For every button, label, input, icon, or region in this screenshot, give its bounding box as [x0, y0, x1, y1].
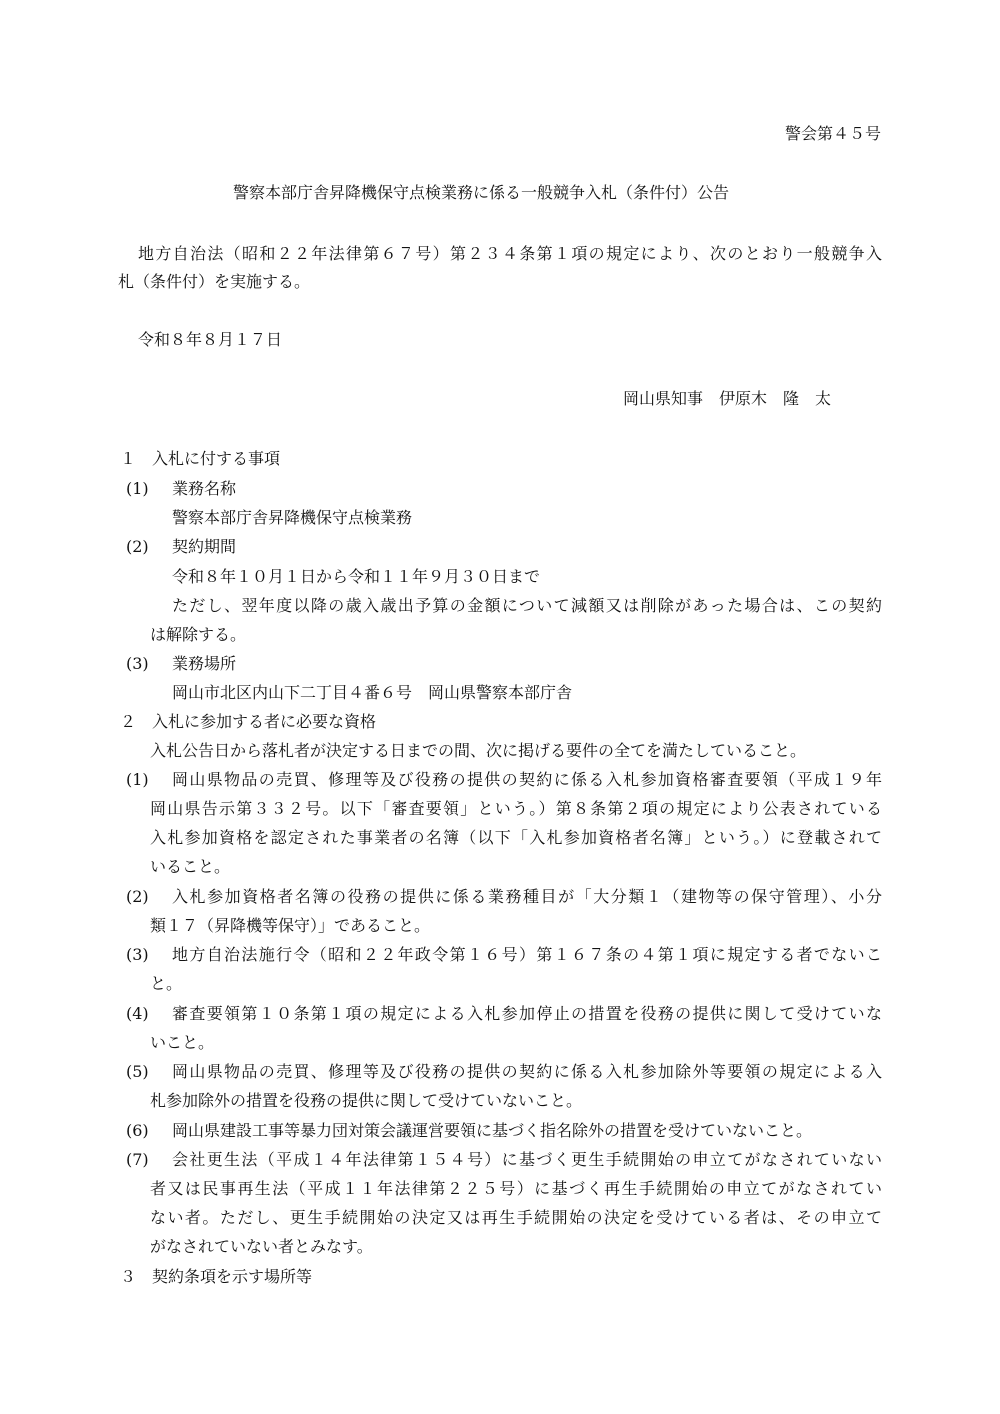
item-label: 業務名称 [172, 479, 237, 498]
item-text: 岡山県物品の売買、修理等及び役務の提供の契約に係る入札参加資格審査要領（平成１９年 [172, 770, 882, 789]
item-text: ただし、翌年度以降の歳入歳出予算の金額について減額又は削除があった場合は、この契約 [172, 596, 882, 615]
item-number: (5) [126, 1062, 149, 1081]
notice-number: 警会第４５号 [784, 124, 881, 143]
section-1-heading: １ 入札に付する事項 [120, 449, 281, 468]
intro-line-2: 札（条件付）を実施する。 [118, 272, 311, 291]
item-number: (4) [126, 1004, 149, 1023]
item-text: 者又は民事再生法（平成１１年法律第２２５号）に基づく再生手続開始の申立てがなされてい [150, 1179, 882, 1198]
item-text: いること。 [150, 857, 231, 876]
item-text: 岡山県物品の売買、修理等及び役務の提供の契約に係る入札参加除外等要領の規定による入 [172, 1062, 882, 1081]
intro-line-1: 地方自治法（昭和２２年法律第６７号）第２３４条第１項の規定により、次のとおり一般競争入 [138, 244, 882, 263]
signature: 岡山県知事 伊原木 隆 太 [623, 389, 832, 408]
item-text: 類１７（昇降機等保守）」であること。 [150, 916, 431, 935]
item-text: 警察本部庁舎昇降機保守点検業務 [172, 508, 413, 527]
item-text: いこと。 [150, 1033, 215, 1052]
item-number: (1) [126, 770, 149, 789]
item-number: (6) [126, 1121, 149, 1140]
item-text: 札参加除外の措置を役務の提供に関して受けていないこと。 [150, 1091, 583, 1110]
item-number: (3) [126, 945, 149, 964]
section-3-heading: ３ 契約条項を示す場所等 [120, 1267, 313, 1286]
section-2-heading: ２ 入札に参加する者に必要な資格 [120, 712, 377, 731]
item-text: と。 [150, 974, 183, 993]
item-number: (2) [126, 537, 149, 556]
item-text: は解除する。 [150, 625, 247, 644]
item-text: ない者。ただし、更生手続開始の決定又は再生手続開始の決定を受けている者は、その申立て [150, 1208, 882, 1227]
item-text: 入札参加資格者名簿の役務の提供に係る業務種目が「大分類１（建物等の保守管理）、小分 [172, 887, 882, 906]
item-number: (7) [126, 1150, 149, 1169]
item-text: 岡山市北区内山下二丁目４番６号 岡山県警察本部庁舎 [172, 683, 573, 702]
item-text: 入札参加資格を認定された事業者の名簿（以下「入札参加資格者名簿」という。）に登載されて [150, 828, 882, 847]
issue-date: 令和８年８月１７日 [138, 330, 283, 349]
item-text: 令和８年１０月１日から令和１１年９月３０日まで [172, 567, 541, 586]
item-text: 会社更生法（平成１４年法律第１５４号）に基づく更生手続開始の申立てがなされていない [172, 1150, 882, 1169]
item-number: (3) [126, 654, 149, 673]
item-text: 岡山県告示第３３２号。以下「審査要領」という。）第８条第２項の規定により公表されている [150, 799, 882, 818]
item-label: 契約期間 [172, 537, 237, 556]
item-text: がなされていない者とみなす。 [150, 1237, 373, 1256]
item-number: (1) [126, 479, 149, 498]
item-number: (2) [126, 887, 149, 906]
document-title: 警察本部庁舎昇降機保守点検業務に係る一般競争入札（条件付）公告 [233, 183, 730, 202]
item-text: 地方自治法施行令（昭和２２年政令第１６号）第１６７条の４第１項に規定する者でないこ [172, 945, 882, 964]
section-2-lead: 入札公告日から落札者が決定する日までの間、次に掲げる要件の全てを満たしていること。 [150, 741, 807, 760]
item-label: 業務場所 [172, 654, 237, 673]
item-text: 審査要領第１０条第１項の規定による入札参加停止の措置を役務の提供に関して受けていな [172, 1004, 882, 1023]
item-text: 岡山県建設工事等暴力団対策会議運営要領に基づく指名除外の措置を受けていないこと。 [172, 1121, 813, 1140]
